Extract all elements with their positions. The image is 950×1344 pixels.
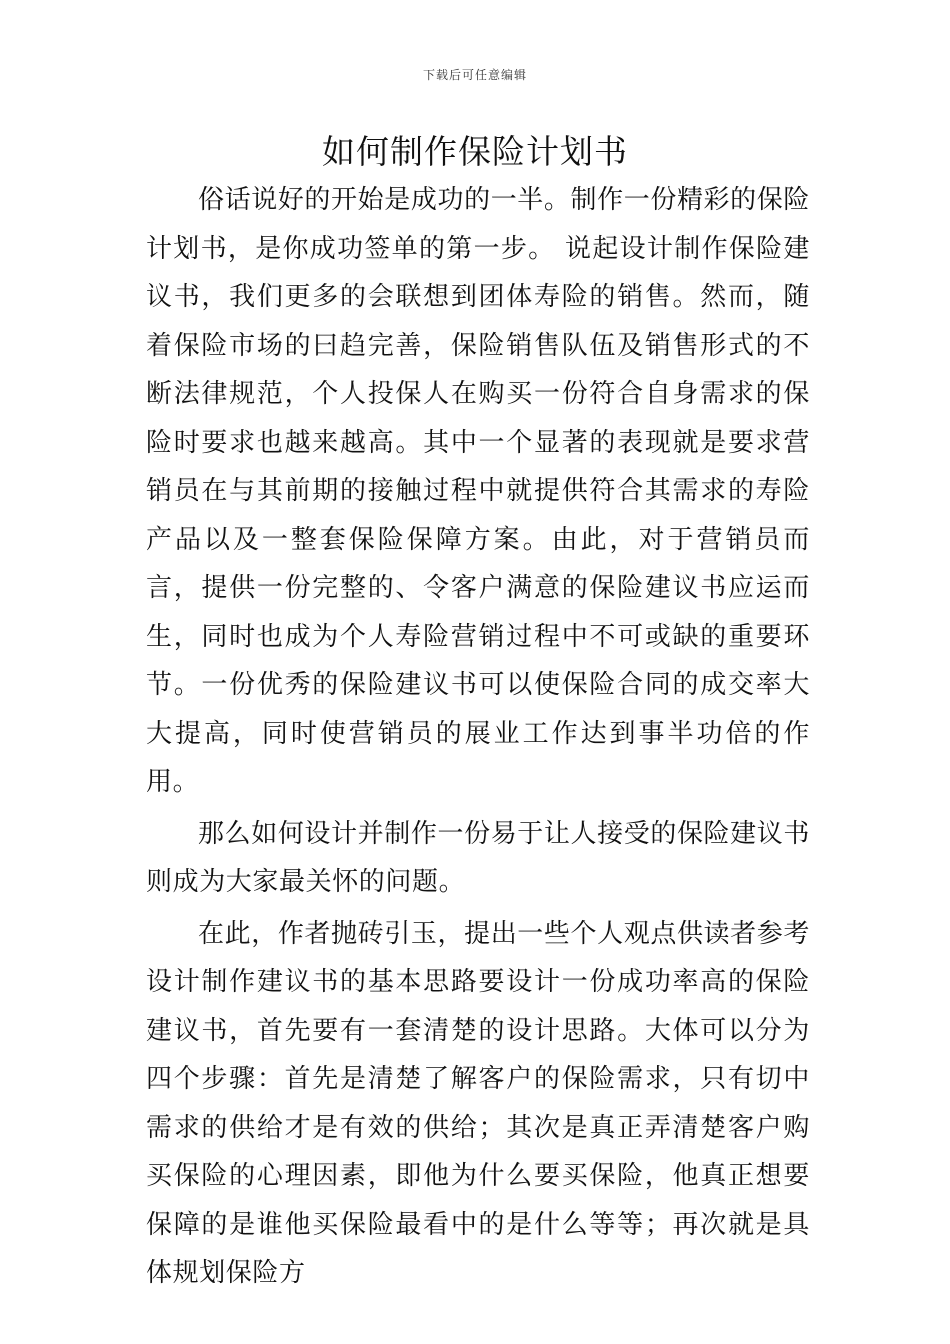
header-note: 下载后可任意编辑 bbox=[422, 68, 527, 82]
document-body bbox=[146, 176, 810, 1301]
document-title: 如何制作保险计划书 bbox=[322, 132, 628, 171]
paragraph-approach: 在此，作者抛砖引玉，提出一些个人观点供读者参考设计制作建议书的基本思路要设计一份成功率高的保险建议书，首先要有一套清楚的设计思路。大体可以分为四个步骤：首先是清楚了解客户的保险需求，只有切中需求的供给才是有效的供给；其次是真正弄清楚客户购买保险的心理因素，即他为什么要买保险，他真正想要保障的是谁他买保险最看中的是什么等等；再次就是具体规划保险方 bbox=[146, 918, 810, 1288]
paragraph-question: 那么如何设计并制作一份易于让人接受的保险建议书则成为大家最关怀的问题。 bbox=[146, 818, 810, 897]
paragraph-intro: 俗话说好的开始是成功的一半。制作一份精彩的保险计划书，是你成功签单的第一步。 说起设计制作保险建议书，我们更多的会联想到团体寿险的销售。然而，随着保险市场的曰趋完善，保险销售队伍及销售形式的不断法律规范，个人投保人在购买一份符合自身需求的保险时要求也越来越高。其中一个显著的表现就是要求营销员在与其前期的接触过程中就提供符合其需求的寿险产品以及一整套保险保障方案。由此，对于营销员而言，提供一份完整的、令客户满意的保险建议书应运而生，同时也成为个人寿险营销过程中不可或缺的重要环节。一份优秀的保险建议书可以使保险合同的成交率大大提高，同时使营销员的展业工作达到事半功倍的作用。 bbox=[146, 185, 810, 797]
